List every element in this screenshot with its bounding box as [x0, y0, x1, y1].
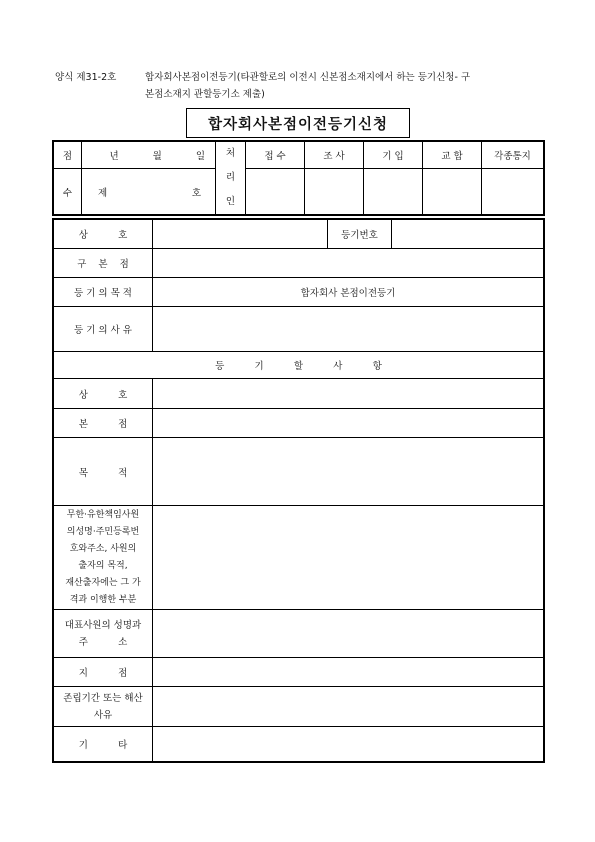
members-label-line4: 출자의 목적,: [78, 560, 128, 571]
item-sangho-value[interactable]: [153, 379, 544, 409]
item-bonjeom-label: 본 점: [78, 419, 128, 430]
item-branch-label: 지 점: [78, 668, 128, 679]
section-header: [54, 352, 544, 379]
rep-label-line2: 주 소: [78, 636, 128, 648]
purpose-label-cell: [54, 278, 153, 307]
purpose-value[interactable]: [153, 278, 544, 307]
receipt-su-cell: [54, 169, 82, 215]
col-entry-label: 기 입: [382, 151, 404, 163]
receipt-table: [53, 141, 544, 215]
receipt-number-cell[interactable]: [82, 169, 216, 215]
col-entry: [364, 142, 423, 169]
item-mokjeok-value[interactable]: [153, 438, 544, 506]
old-branch-label-cell: [54, 249, 153, 278]
receipt-je-label: 제: [98, 187, 108, 199]
item-etc-label-cell: [54, 727, 153, 762]
document-title-text: 합자회사본점이전등기신청: [207, 116, 389, 133]
reg-no-label: 등기번호: [341, 230, 378, 241]
sign-inspect[interactable]: [305, 169, 364, 215]
item-mokjeok-label-cell: [54, 438, 153, 506]
item-bonjeom-value[interactable]: [153, 409, 544, 438]
sign-check[interactable]: [423, 169, 482, 215]
col-inspect: [305, 142, 364, 169]
item-branch-value[interactable]: [153, 658, 544, 687]
members-label-line5: 재산출자에는 그 가: [65, 577, 141, 588]
receipt-month-label: 월: [152, 151, 162, 163]
document-title: [186, 108, 410, 138]
sign-entry[interactable]: [364, 169, 423, 215]
receipt-ho-label: 호: [191, 187, 201, 199]
processor-char2: 리: [225, 172, 236, 183]
receipt-jeop-cell: [54, 142, 82, 169]
receipt-jeop: 점: [62, 151, 73, 163]
form-caption-line2: 본점소재지 관할등기소 제출): [145, 89, 265, 100]
receipt-su: 수: [62, 187, 73, 199]
col-check-label: 교 합: [441, 151, 463, 163]
item-branch-label-cell: [54, 658, 153, 687]
processor-char3: 인: [225, 196, 236, 207]
members-label-line1: 무한·유한책임사원: [66, 509, 140, 520]
item-members-label-cell: [54, 506, 153, 610]
item-rep-label-cell: [54, 610, 153, 658]
application-table: [53, 219, 544, 762]
purpose-label: 등 기 의 목 적: [74, 288, 132, 299]
col-receipt-label: 접 수: [264, 151, 286, 163]
duration-label-line2: 사유: [93, 709, 113, 721]
item-sangho-label-cell: [54, 379, 153, 409]
reason-label-cell: [54, 307, 153, 352]
form-caption-line1: 합자회사본점이전등기(타관할로의 이전시 신본점소재지에서 하는 등기신청- 구: [145, 72, 471, 83]
col-notice: [482, 142, 544, 169]
members-label-line2: 의성명·주민등록번: [66, 526, 140, 537]
duration-label-line1: 존립기간 또는 해산: [63, 692, 143, 704]
members-label-line3: 호와주소, 사원의: [69, 543, 137, 554]
section-header-text: 등 기 할 사 항: [215, 361, 382, 372]
col-receipt: [246, 142, 305, 169]
sign-receipt[interactable]: [246, 169, 305, 215]
reason-label: 등 기 의 사 유: [74, 325, 132, 336]
purpose-value-text: 합자회사 본점이전등기: [300, 288, 396, 299]
receipt-day-label: 일: [195, 151, 205, 163]
item-mokjeok-label: 목 적: [78, 467, 128, 479]
item-etc-label: 기 타: [78, 740, 128, 751]
sign-notice[interactable]: [482, 169, 544, 215]
sangho-label: 상 호: [78, 230, 128, 241]
col-inspect-label: 조 사: [323, 151, 345, 163]
processor-char1: 처: [225, 148, 236, 159]
receipt-year-label: 년: [109, 151, 119, 163]
item-duration-value[interactable]: [153, 687, 544, 727]
item-members-value[interactable]: [153, 506, 544, 610]
rep-label-line1: 대표사원의 성명과: [64, 619, 142, 631]
old-branch-label: 구 본 점: [77, 259, 129, 270]
reg-no-label-cell: [328, 220, 392, 249]
receipt-date-cell[interactable]: [82, 142, 216, 169]
item-duration-label-cell: [54, 687, 153, 727]
reason-value[interactable]: [153, 307, 544, 352]
old-branch-value[interactable]: [153, 249, 544, 278]
sangho-label-cell: [54, 220, 153, 249]
item-sangho-label: 상 호: [78, 389, 128, 401]
form-number: 양식 제31-2호: [55, 72, 117, 83]
sangho-value[interactable]: [153, 220, 328, 249]
processor-cell: [216, 142, 246, 215]
item-rep-value[interactable]: [153, 610, 544, 658]
reg-no-value[interactable]: [392, 220, 544, 249]
item-etc-value[interactable]: [153, 727, 544, 762]
col-notice-label: 각종통지: [494, 151, 531, 163]
col-check: [423, 142, 482, 169]
item-bonjeom-label-cell: [54, 409, 153, 438]
members-label-line6: 격과 이행한 부분: [69, 594, 137, 605]
